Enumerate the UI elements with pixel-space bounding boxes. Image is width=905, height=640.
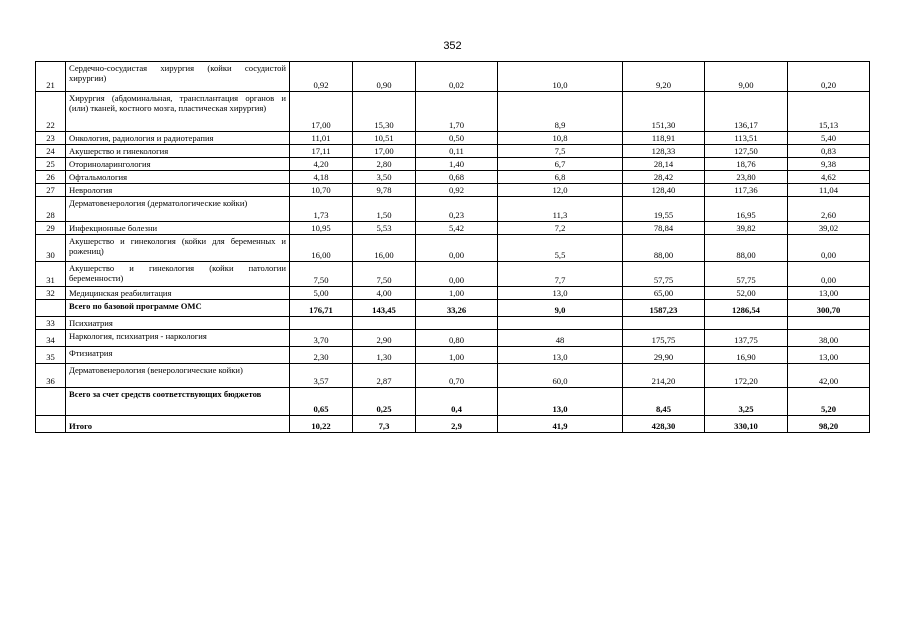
- value-cell-col-1: 4,20: [290, 158, 353, 171]
- value-cell-col-4: 13,0: [498, 287, 623, 300]
- profile-name-cell: Акушерство и гинекология: [66, 145, 290, 158]
- value-cell-col-6: 330,10: [705, 416, 788, 433]
- value-cell-col-5: 19,55: [623, 197, 705, 222]
- value-cell-col-3: 1,70: [416, 92, 498, 132]
- row-number-cell: 34: [36, 330, 66, 347]
- value-cell-col-7: 98,20: [788, 416, 870, 433]
- value-cell-col-4: 5,5: [498, 235, 623, 262]
- value-cell-col-5: 28,14: [623, 158, 705, 171]
- table-row: [36, 62, 870, 92]
- value-cell-col-1: 176,71: [290, 300, 353, 317]
- table-row: [36, 92, 870, 132]
- value-cell-col-4: 6,8: [498, 171, 623, 184]
- row-number-cell: 26: [36, 171, 66, 184]
- value-cell-col-2: [353, 317, 416, 330]
- value-cell-col-5: 8,45: [623, 388, 705, 416]
- value-cell-col-4: 11,3: [498, 197, 623, 222]
- value-cell-col-1: 16,00: [290, 235, 353, 262]
- value-cell-col-7: 300,70: [788, 300, 870, 317]
- table-subtotal-row: [36, 300, 870, 317]
- profile-name-cell: Онкология, радиология и радиотерапия: [66, 132, 290, 145]
- value-cell-col-2: 1,50: [353, 197, 416, 222]
- value-cell-col-6: 18,76: [705, 158, 788, 171]
- value-cell-col-6: 23,80: [705, 171, 788, 184]
- value-cell-col-6: 52,00: [705, 287, 788, 300]
- value-cell-col-7: 4,62: [788, 171, 870, 184]
- value-cell-col-2: 10,51: [353, 132, 416, 145]
- value-cell-col-7: 15,13: [788, 92, 870, 132]
- table-row: [36, 330, 870, 347]
- table-row: [36, 222, 870, 235]
- value-cell-col-4: 6,7: [498, 158, 623, 171]
- table-row: [36, 158, 870, 171]
- value-cell-col-7: 2,60: [788, 197, 870, 222]
- value-cell-col-4: 41,9: [498, 416, 623, 433]
- value-cell-col-2: 0,90: [353, 62, 416, 92]
- table-row: [36, 132, 870, 145]
- value-cell-col-1: 5,00: [290, 287, 353, 300]
- table-total-row: [36, 416, 870, 433]
- profile-name-cell: Всего за счет средств соответствующих бюджетов: [66, 388, 290, 416]
- value-cell-col-2: 16,00: [353, 235, 416, 262]
- value-cell-col-6: 3,25: [705, 388, 788, 416]
- value-cell-col-7: 5,20: [788, 388, 870, 416]
- value-cell-col-2: 17,00: [353, 145, 416, 158]
- value-cell-col-2: 7,50: [353, 262, 416, 287]
- value-cell-col-4: 7,2: [498, 222, 623, 235]
- profile-name-cell: Всего по базовой программе ОМС: [66, 300, 290, 317]
- table-row: [36, 364, 870, 388]
- value-cell-col-3: 2,9: [416, 416, 498, 433]
- value-cell-col-3: 0,02: [416, 62, 498, 92]
- value-cell-col-6: 57,75: [705, 262, 788, 287]
- row-number-cell: 28: [36, 197, 66, 222]
- value-cell-col-3: 0,68: [416, 171, 498, 184]
- profile-name-cell: Дерматовенерология (венерологические койки): [66, 364, 290, 388]
- value-cell-col-3: [416, 317, 498, 330]
- value-cell-col-3: 0,50: [416, 132, 498, 145]
- value-cell-col-2: 9,78: [353, 184, 416, 197]
- value-cell-col-5: 214,20: [623, 364, 705, 388]
- value-cell-col-1: 0,65: [290, 388, 353, 416]
- value-cell-col-3: 1,00: [416, 347, 498, 364]
- profile-name-cell: Инфекционные болезни: [66, 222, 290, 235]
- value-cell-col-1: 3,57: [290, 364, 353, 388]
- row-number-cell: 24: [36, 145, 66, 158]
- value-cell-col-7: 5,40: [788, 132, 870, 145]
- profile-name-cell: Акушерство и гинекология (койки патологии беременности): [66, 262, 290, 287]
- value-cell-col-6: 16,90: [705, 347, 788, 364]
- value-cell-col-7: 11,04: [788, 184, 870, 197]
- profile-name-cell: Фтизиатрия: [66, 347, 290, 364]
- row-number-cell: 25: [36, 158, 66, 171]
- value-cell-col-3: 0,11: [416, 145, 498, 158]
- value-cell-col-5: 118,91: [623, 132, 705, 145]
- value-cell-col-5: 151,30: [623, 92, 705, 132]
- value-cell-col-7: 13,00: [788, 287, 870, 300]
- row-number-cell: 21: [36, 62, 66, 92]
- value-cell-col-6: [705, 317, 788, 330]
- profile-name-cell: Офтальмология: [66, 171, 290, 184]
- value-cell-col-4: [498, 317, 623, 330]
- table-row: [36, 145, 870, 158]
- value-cell-col-1: 4,18: [290, 171, 353, 184]
- row-number-cell: 29: [36, 222, 66, 235]
- value-cell-col-2: 2,87: [353, 364, 416, 388]
- row-number-cell: [36, 388, 66, 416]
- value-cell-col-7: 0,00: [788, 235, 870, 262]
- row-number-cell: 35: [36, 347, 66, 364]
- table-row: [36, 287, 870, 300]
- value-cell-col-1: 11,01: [290, 132, 353, 145]
- value-cell-col-3: 0,00: [416, 262, 498, 287]
- table-row: [36, 184, 870, 197]
- value-cell-col-2: 1,30: [353, 347, 416, 364]
- value-cell-col-5: 175,75: [623, 330, 705, 347]
- value-cell-col-4: 10,0: [498, 62, 623, 92]
- row-number-cell: 22: [36, 92, 66, 132]
- row-number-cell: [36, 300, 66, 317]
- value-cell-col-4: 7,5: [498, 145, 623, 158]
- value-cell-col-5: 88,00: [623, 235, 705, 262]
- table-row: [36, 347, 870, 364]
- profile-name-cell: Психиатрия: [66, 317, 290, 330]
- table-subtotal-row: [36, 388, 870, 416]
- table-row: [36, 235, 870, 262]
- value-cell-col-3: 0,92: [416, 184, 498, 197]
- value-cell-col-6: 137,75: [705, 330, 788, 347]
- value-cell-col-2: 15,30: [353, 92, 416, 132]
- value-cell-col-7: 0,00: [788, 262, 870, 287]
- profile-name-cell: Хирургия (абдоминальная, трансплантация органов и (или) тканей, костного мозга, пластическая хирургия): [66, 92, 290, 132]
- value-cell-col-2: 0,25: [353, 388, 416, 416]
- value-cell-col-3: 0,80: [416, 330, 498, 347]
- value-cell-col-6: 88,00: [705, 235, 788, 262]
- value-cell-col-5: 78,84: [623, 222, 705, 235]
- value-cell-col-3: 1,40: [416, 158, 498, 171]
- value-cell-col-1: 10,22: [290, 416, 353, 433]
- value-cell-col-1: 3,70: [290, 330, 353, 347]
- value-cell-col-1: 0,92: [290, 62, 353, 92]
- table-row: [36, 262, 870, 287]
- value-cell-col-7: [788, 317, 870, 330]
- value-cell-col-2: 3,50: [353, 171, 416, 184]
- value-cell-col-4: 60,0: [498, 364, 623, 388]
- value-cell-col-2: 2,80: [353, 158, 416, 171]
- value-cell-col-7: 42,00: [788, 364, 870, 388]
- value-cell-col-2: 5,53: [353, 222, 416, 235]
- value-cell-col-5: 128,33: [623, 145, 705, 158]
- row-number-cell: [36, 416, 66, 433]
- value-cell-col-4: 7,7: [498, 262, 623, 287]
- value-cell-col-6: 113,51: [705, 132, 788, 145]
- value-cell-col-6: 117,36: [705, 184, 788, 197]
- value-cell-col-3: 0,70: [416, 364, 498, 388]
- page-number: 352: [443, 40, 462, 52]
- row-number-cell: 33: [36, 317, 66, 330]
- value-cell-col-5: 9,20: [623, 62, 705, 92]
- value-cell-col-1: 1,73: [290, 197, 353, 222]
- value-cell-col-4: 10,8: [498, 132, 623, 145]
- profile-name-cell: Итого: [66, 416, 290, 433]
- value-cell-col-4: 8,9: [498, 92, 623, 132]
- value-cell-col-3: 0,4: [416, 388, 498, 416]
- row-number-cell: 32: [36, 287, 66, 300]
- value-cell-col-7: 13,00: [788, 347, 870, 364]
- value-cell-col-6: 39,82: [705, 222, 788, 235]
- profile-name-cell: Медицинская реабилитация: [66, 287, 290, 300]
- value-cell-col-3: 1,00: [416, 287, 498, 300]
- value-cell-col-1: 17,00: [290, 92, 353, 132]
- value-cell-col-1: 10,70: [290, 184, 353, 197]
- value-cell-col-1: 10,95: [290, 222, 353, 235]
- profile-name-cell: Сердечно-сосудистая хирургия (койки сосудистой хирургии): [66, 62, 290, 92]
- bed-fund-table: [35, 61, 870, 433]
- value-cell-col-5: 28,42: [623, 171, 705, 184]
- profile-name-cell: Неврология: [66, 184, 290, 197]
- row-number-cell: 31: [36, 262, 66, 287]
- value-cell-col-4: 12,0: [498, 184, 623, 197]
- value-cell-col-6: 136,17: [705, 92, 788, 132]
- row-number-cell: 30: [36, 235, 66, 262]
- value-cell-col-2: 143,45: [353, 300, 416, 317]
- value-cell-col-5: [623, 317, 705, 330]
- value-cell-col-6: 172,20: [705, 364, 788, 388]
- profile-name-cell: Оториноларингология: [66, 158, 290, 171]
- table-row: [36, 171, 870, 184]
- value-cell-col-3: 0,23: [416, 197, 498, 222]
- value-cell-col-7: 39,02: [788, 222, 870, 235]
- value-cell-col-7: 0,83: [788, 145, 870, 158]
- value-cell-col-5: 128,40: [623, 184, 705, 197]
- value-cell-col-4: 48: [498, 330, 623, 347]
- value-cell-col-6: 16,95: [705, 197, 788, 222]
- value-cell-col-3: 5,42: [416, 222, 498, 235]
- value-cell-col-5: 1587,23: [623, 300, 705, 317]
- value-cell-col-7: 38,00: [788, 330, 870, 347]
- profile-name-cell: Наркология, психиатрия - наркология: [66, 330, 290, 347]
- value-cell-col-7: 9,38: [788, 158, 870, 171]
- value-cell-col-4: 13,0: [498, 347, 623, 364]
- value-cell-col-2: 2,90: [353, 330, 416, 347]
- value-cell-col-3: 33,26: [416, 300, 498, 317]
- value-cell-col-1: 7,50: [290, 262, 353, 287]
- value-cell-col-1: 2,30: [290, 347, 353, 364]
- value-cell-col-5: 428,30: [623, 416, 705, 433]
- value-cell-col-2: 7,3: [353, 416, 416, 433]
- value-cell-col-6: 9,00: [705, 62, 788, 92]
- value-cell-col-5: 29,90: [623, 347, 705, 364]
- value-cell-col-1: 17,11: [290, 145, 353, 158]
- table-row: [36, 197, 870, 222]
- value-cell-col-4: 9,0: [498, 300, 623, 317]
- table-row: [36, 317, 870, 330]
- value-cell-col-6: 127,50: [705, 145, 788, 158]
- value-cell-col-5: 57,75: [623, 262, 705, 287]
- value-cell-col-6: 1286,54: [705, 300, 788, 317]
- value-cell-col-7: 0,20: [788, 62, 870, 92]
- value-cell-col-4: 13,0: [498, 388, 623, 416]
- row-number-cell: 36: [36, 364, 66, 388]
- profile-name-cell: Акушерство и гинекология (койки для беременных и рожениц): [66, 235, 290, 262]
- value-cell-col-1: [290, 317, 353, 330]
- value-cell-col-3: 0,00: [416, 235, 498, 262]
- value-cell-col-2: 4,00: [353, 287, 416, 300]
- row-number-cell: 27: [36, 184, 66, 197]
- value-cell-col-5: 65,00: [623, 287, 705, 300]
- row-number-cell: 23: [36, 132, 66, 145]
- profile-name-cell: Дерматовенерология (дерматологические койки): [66, 197, 290, 222]
